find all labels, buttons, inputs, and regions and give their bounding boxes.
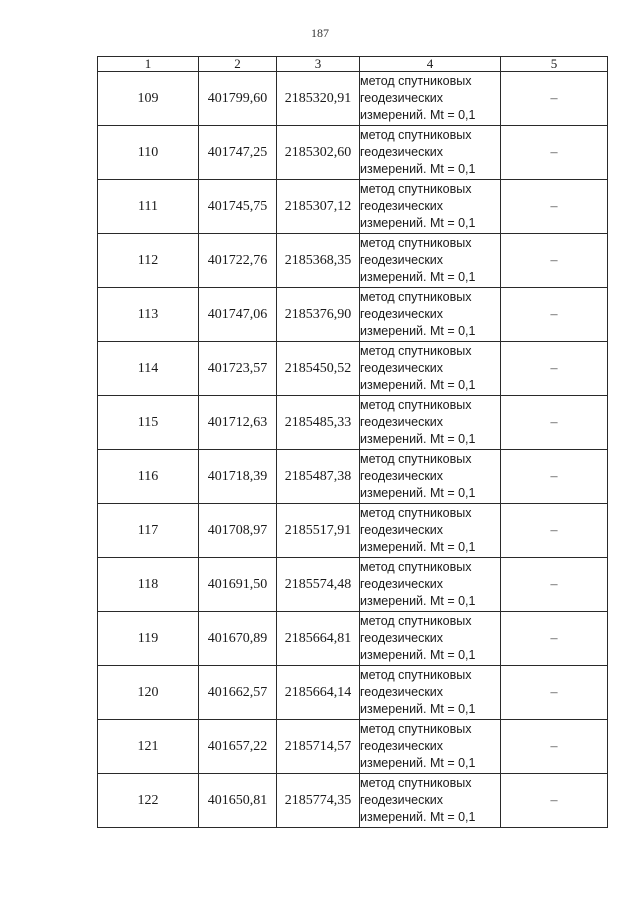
note-cell: – [501,396,608,450]
x-coordinate-cell: 401650,81 [199,774,277,828]
table-header-row [98,57,608,72]
method-line-1: метод спутниковых [360,614,472,628]
method-line-3: измерений. Mt = 0,1 [360,324,476,338]
table-row [98,342,608,396]
point-number-cell: 117 [98,504,199,558]
method-cell [360,234,501,288]
method-line-3: измерений. Mt = 0,1 [360,270,476,284]
header-cell-2: 2 [199,57,277,72]
note-cell: – [501,450,608,504]
page-number: 187 [311,26,329,40]
method-cell [360,558,501,612]
note-cell: – [501,72,608,126]
coordinates-table [97,56,608,828]
method-line-2: геодезических [360,307,444,321]
point-number-cell: 121 [98,720,199,774]
y-coordinate-cell: 2185485,33 [277,396,360,450]
note-cell: – [501,126,608,180]
method-cell [360,450,501,504]
method-cell [360,126,501,180]
y-coordinate-cell: 2185664,81 [277,612,360,666]
table-row [98,396,608,450]
x-coordinate-cell: 401712,63 [199,396,277,450]
y-coordinate-cell: 2185320,91 [277,72,360,126]
table-row [98,288,608,342]
note-cell: – [501,720,608,774]
y-coordinate-cell: 2185574,48 [277,558,360,612]
x-coordinate-cell: 401799,60 [199,72,277,126]
method-line-1: метод спутниковых [360,236,472,250]
point-number-cell: 116 [98,450,199,504]
x-coordinate-cell: 401722,76 [199,234,277,288]
header-cell-4: 4 [360,57,501,72]
method-cell [360,342,501,396]
method-line-2: геодезических [360,685,444,699]
table-row [98,666,608,720]
point-number-cell: 118 [98,558,199,612]
y-coordinate-cell: 2185450,52 [277,342,360,396]
point-number-cell: 122 [98,774,199,828]
method-line-1: метод спутниковых [360,722,472,736]
table-row [98,234,608,288]
method-line-1: метод спутниковых [360,74,472,88]
note-cell: – [501,234,608,288]
method-line-2: геодезических [360,631,444,645]
method-line-3: измерений. Mt = 0,1 [360,702,476,716]
note-cell: – [501,666,608,720]
x-coordinate-cell: 401708,97 [199,504,277,558]
point-number-cell: 119 [98,612,199,666]
method-cell [360,504,501,558]
method-line-2: геодезических [360,739,444,753]
header-cell-5: 5 [501,57,608,72]
note-cell: – [501,612,608,666]
header-cell-3: 3 [277,57,360,72]
method-cell [360,180,501,234]
y-coordinate-cell: 2185714,57 [277,720,360,774]
method-line-2: геодезических [360,91,444,105]
y-coordinate-cell: 2185517,91 [277,504,360,558]
method-line-3: измерений. Mt = 0,1 [360,756,476,770]
table-body [98,57,608,828]
note-cell: – [501,180,608,234]
table-row [98,180,608,234]
x-coordinate-cell: 401657,22 [199,720,277,774]
method-line-3: измерений. Mt = 0,1 [360,810,476,824]
method-line-2: геодезических [360,253,444,267]
method-line-2: геодезических [360,577,444,591]
y-coordinate-cell: 2185376,90 [277,288,360,342]
y-coordinate-cell: 2185774,35 [277,774,360,828]
method-line-3: измерений. Mt = 0,1 [360,216,476,230]
method-line-2: геодезических [360,523,444,537]
header-cell-1: 1 [98,57,199,72]
point-number-cell: 120 [98,666,199,720]
x-coordinate-cell: 401745,75 [199,180,277,234]
x-coordinate-cell: 401747,06 [199,288,277,342]
method-line-1: метод спутниковых [360,560,472,574]
point-number-cell: 115 [98,396,199,450]
method-line-2: геодезических [360,145,444,159]
method-line-2: геодезических [360,469,444,483]
note-cell: – [501,342,608,396]
method-line-1: метод спутниковых [360,128,472,142]
table-row [98,774,608,828]
method-cell [360,72,501,126]
x-coordinate-cell: 401747,25 [199,126,277,180]
table-row [98,126,608,180]
method-line-3: измерений. Mt = 0,1 [360,648,476,662]
method-line-1: метод спутниковых [360,668,472,682]
table-row [98,72,608,126]
note-cell: – [501,774,608,828]
note-cell: – [501,288,608,342]
method-cell [360,666,501,720]
method-line-3: измерений. Mt = 0,1 [360,486,476,500]
method-line-3: измерений. Mt = 0,1 [360,594,476,608]
point-number-cell: 111 [98,180,199,234]
method-line-3: измерений. Mt = 0,1 [360,378,476,392]
method-line-1: метод спутниковых [360,398,472,412]
point-number-cell: 114 [98,342,199,396]
table-row [98,504,608,558]
method-line-1: метод спутниковых [360,776,472,790]
note-cell: – [501,558,608,612]
y-coordinate-cell: 2185664,14 [277,666,360,720]
x-coordinate-cell: 401662,57 [199,666,277,720]
method-line-2: геодезических [360,361,444,375]
table-row [98,612,608,666]
x-coordinate-cell: 401670,89 [199,612,277,666]
x-coordinate-cell: 401691,50 [199,558,277,612]
method-cell [360,720,501,774]
point-number-cell: 113 [98,288,199,342]
method-line-1: метод спутниковых [360,344,472,358]
table-row [98,450,608,504]
point-number-cell: 109 [98,72,199,126]
method-line-2: геодезических [360,415,444,429]
method-cell [360,396,501,450]
method-line-3: измерений. Mt = 0,1 [360,162,476,176]
note-cell: – [501,504,608,558]
method-line-1: метод спутниковых [360,506,472,520]
method-line-2: геодезических [360,793,444,807]
y-coordinate-cell: 2185302,60 [277,126,360,180]
method-cell [360,612,501,666]
y-coordinate-cell: 2185487,38 [277,450,360,504]
x-coordinate-cell: 401723,57 [199,342,277,396]
method-line-2: геодезических [360,199,444,213]
point-number-cell: 112 [98,234,199,288]
method-line-1: метод спутниковых [360,452,472,466]
method-line-3: измерений. Mt = 0,1 [360,432,476,446]
method-line-1: метод спутниковых [360,182,472,196]
method-cell [360,774,501,828]
table-row [98,558,608,612]
table-row [98,720,608,774]
y-coordinate-cell: 2185368,35 [277,234,360,288]
y-coordinate-cell: 2185307,12 [277,180,360,234]
method-line-3: измерений. Mt = 0,1 [360,108,476,122]
method-line-3: измерений. Mt = 0,1 [360,540,476,554]
point-number-cell: 110 [98,126,199,180]
method-line-1: метод спутниковых [360,290,472,304]
x-coordinate-cell: 401718,39 [199,450,277,504]
method-cell [360,288,501,342]
